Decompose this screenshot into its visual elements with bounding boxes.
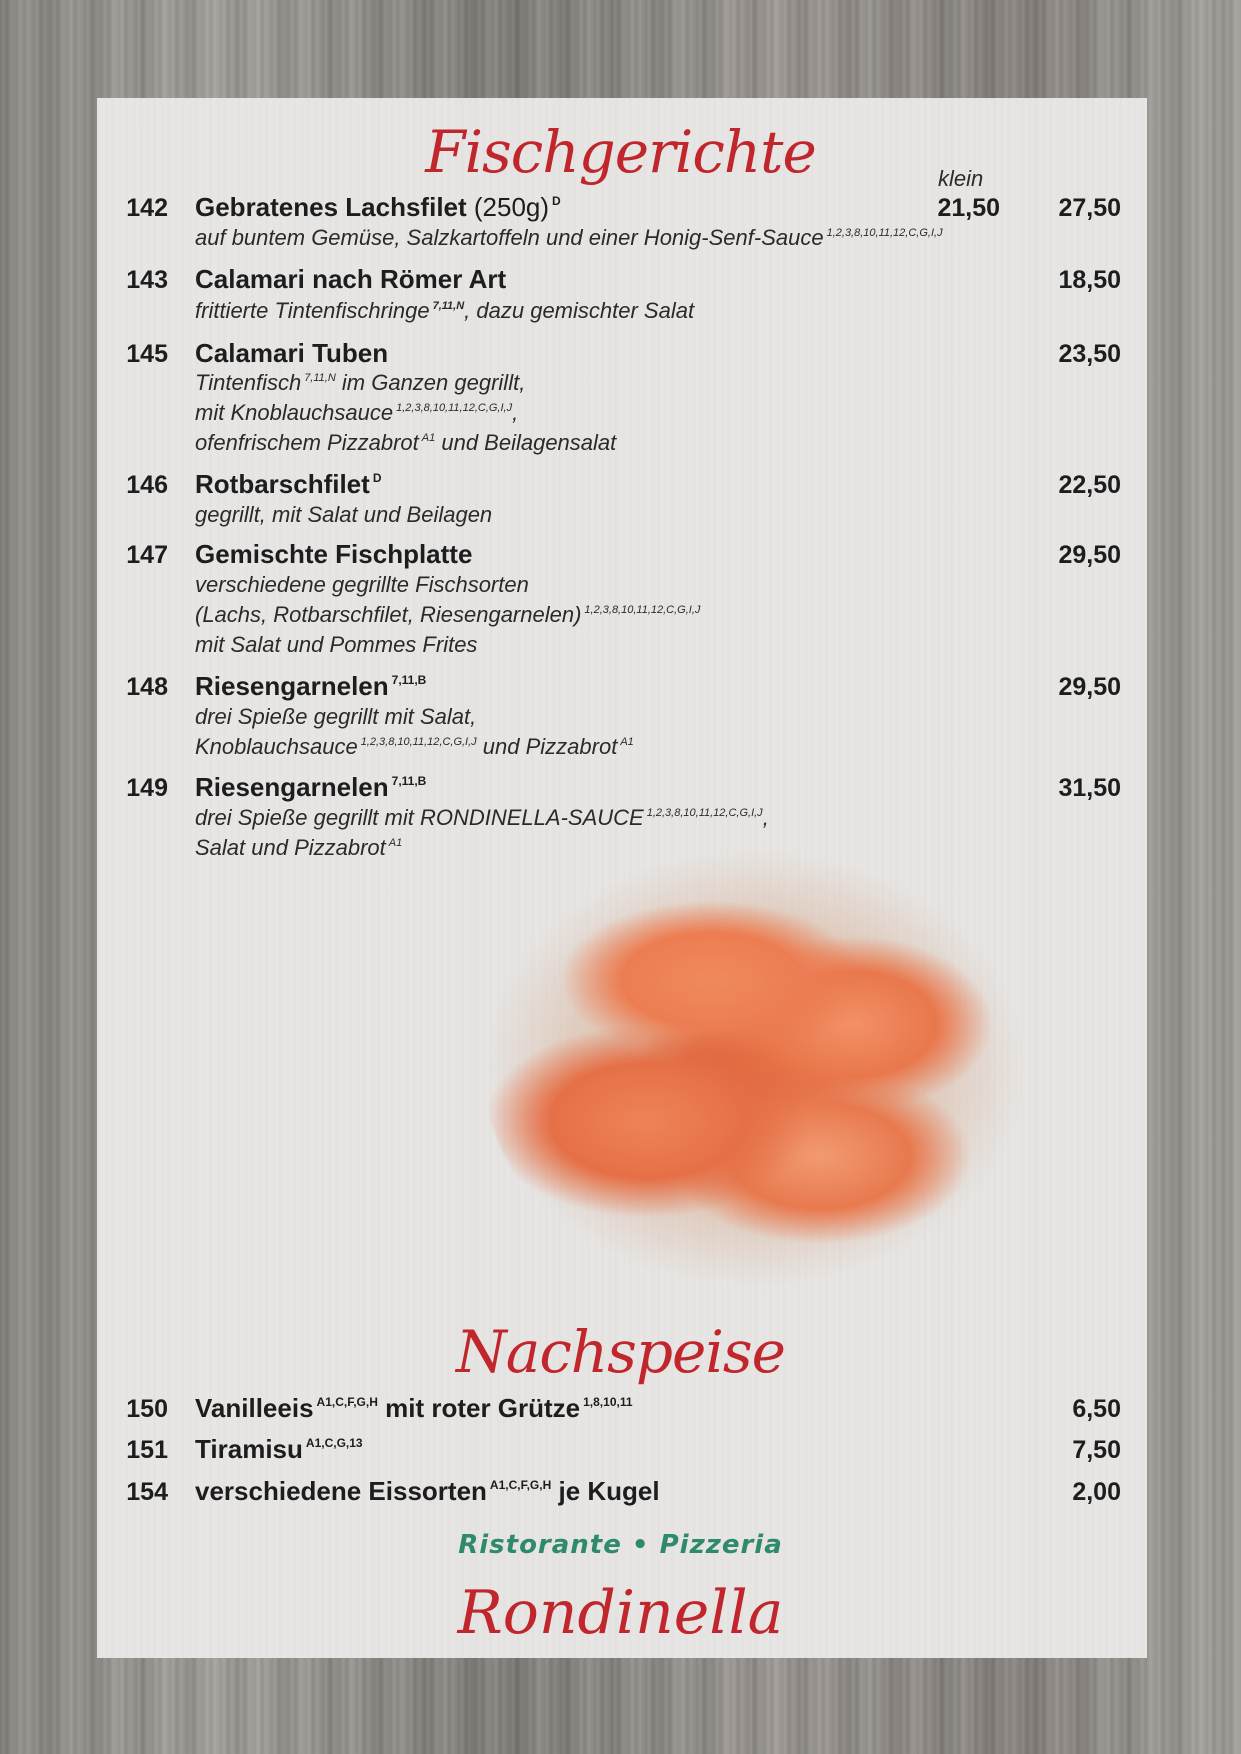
item-price: 27,50 (1058, 194, 1121, 222)
item-price: 7,50 (1072, 1436, 1121, 1464)
item-name: Gemischte Fischplatte (195, 539, 473, 569)
item-description: drei Spieße gegrillt mit Salat, Knoblauchsauce $^{1,2,3,8,10,11,12,C,G,I,J}$ und Pizzabrot $^{A1}$ (195, 704, 634, 759)
item-number: 146 (126, 471, 168, 499)
item-price: 29,50 (1058, 541, 1121, 569)
item-description: frittierte Tintenfischringe $^{7,11,N}$, dazu gemischter Salat (195, 298, 695, 323)
item-number: 147 (126, 541, 168, 569)
item-number: 143 (126, 266, 168, 294)
item-number: 149 (126, 774, 168, 802)
item-price: 29,50 (1058, 673, 1121, 701)
item-description: drei Spieße gegrillt mit RONDINELLA-SAUCE $^{1,2,3,8,10,11,12,C,G,I,J}$, Salat und Pizzabrot $^{A1}$ (195, 805, 769, 860)
item-number: 151 (126, 1436, 168, 1464)
item-price-small: 21,50 (937, 194, 1000, 222)
shrimp-photo (485, 848, 1025, 1288)
item-description: auf buntem Gemüse, Salzkartoffeln und einer Honig-Senf-Sauce $^{1,2,3,8,10,11,12,C,G,I,J}$ (195, 225, 943, 250)
small-portion-label: klein (938, 166, 984, 191)
item-name: Rotbarschfilet $^D$ (195, 469, 382, 499)
item-number: 154 (126, 1478, 168, 1506)
item-name: Vanilleeis $^{A1,C,F,G,H}$ mit roter Grütze $^{1,8,10,11}$ (195, 1393, 633, 1423)
item-number: 145 (126, 340, 168, 368)
item-name: verschiedene Eissorten $^{A1,C,F,G,H}$ je Kugel (195, 1476, 660, 1506)
item-number: 150 (126, 1395, 168, 1423)
item-description: Tintenfisch $^{7,11,N}$ im Ganzen gegrillt, mit Knoblauchsauce $^{1,2,3,8,10,11,12,C,G,I,J}$, ofenfrischem Pizzabrot $^{A1}$ und Beilagensalat (195, 370, 617, 455)
item-description: gegrillt, mit Salat und Beilagen (195, 502, 493, 527)
item-price: 6,50 (1072, 1395, 1121, 1423)
item-price: 31,50 (1058, 774, 1121, 802)
item-name: Gebratenes Lachsfilet (250g) $^D$ (195, 192, 561, 222)
item-number: 142 (126, 194, 168, 222)
section-title-nachspeise: Nachspeise (455, 1318, 786, 1386)
logo-wordmark: Rondinella (457, 1578, 784, 1648)
item-price: 18,50 (1058, 266, 1121, 294)
item-name: Calamari nach Römer Art (195, 264, 507, 294)
item-description: verschiedene gegrillte Fischsorten (Lachs, Rotbarschfilet, Riesengarnelen) $^{1,2,3,8,10,11,12,C,G,I,J}$ mit Salat und Pommes Frites (195, 572, 701, 657)
item-name: Riesengarnelen $^{7,11,B}$ (195, 671, 427, 701)
item-price: 23,50 (1058, 340, 1121, 368)
logo-tagline: Ristorante • Pizzeria (458, 1530, 783, 1560)
item-price: 2,00 (1072, 1478, 1121, 1506)
item-number: 148 (126, 673, 168, 701)
section-title-fischgerichte: Fischgerichte (425, 118, 816, 186)
item-name: Riesengarnelen $^{7,11,B}$ (195, 772, 427, 802)
item-name: Tiramisu $^{A1,C,G,13}$ (195, 1434, 363, 1464)
item-price: 22,50 (1058, 471, 1121, 499)
item-name: Calamari Tuben (195, 338, 389, 368)
